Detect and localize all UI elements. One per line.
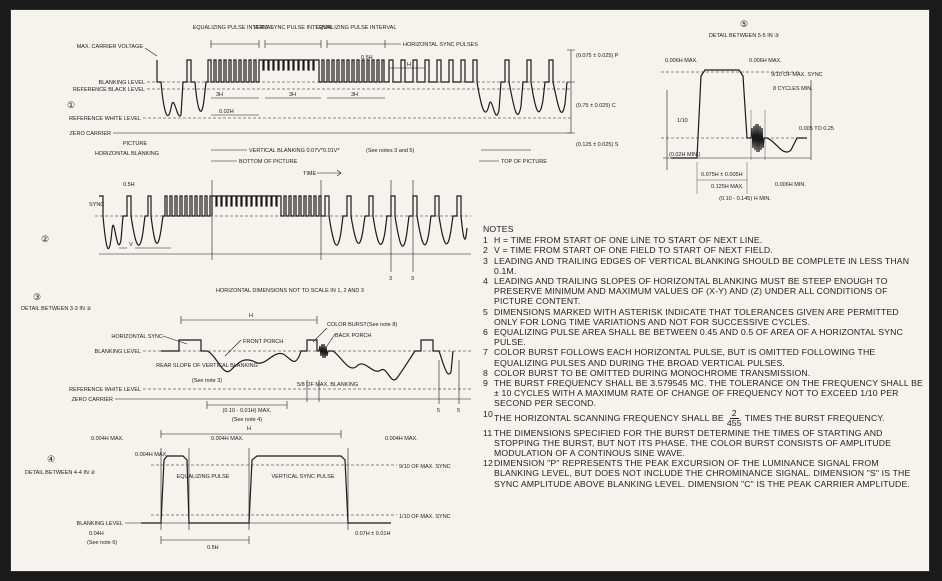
figure-4	[25, 426, 451, 551]
fig1-equalizing-interval-label: EQUALIZING PULSE INTERVAL	[192, 25, 274, 31]
notes-block	[483, 224, 923, 489]
figure-4-number: ④	[47, 454, 56, 464]
note-text: LEADING AND TRAILING EDGES OF VERTICAL BLANKING SHOULD BE COMPLETE IN LESS THAN 0.1M.	[494, 255, 910, 276]
fig5-dim-125: 1/10	[677, 118, 688, 124]
fig1-bottom-of-picture-label: BOTTOM OF PICTURE	[239, 159, 298, 165]
fig1-dim-s: (0.125 ± 0.025) S	[576, 142, 619, 148]
note-text	[494, 409, 923, 428]
figure-3	[21, 292, 471, 423]
note-number: 9	[483, 378, 488, 389]
note10-after: TIMES THE BURST FREQUENCY.	[744, 412, 885, 423]
figure-5	[661, 19, 834, 202]
fig2-marker-3b: 3	[411, 276, 415, 282]
fig4-tenth-label: 1/10 OF MAX. SYNC	[399, 514, 451, 520]
fig1-picture-label: PICTURE	[122, 141, 147, 147]
note-item	[483, 428, 923, 459]
fig1-horizontal-blanking-label: HORIZONTAL BLANKING	[94, 151, 159, 157]
fig1-dim-3h-c: 3H	[351, 92, 359, 98]
fig3-zero-carrier-label: ZERO CARRIER	[71, 397, 113, 403]
fig5-detail-label: DETAIL BETWEEN 5-5 IN ③	[708, 33, 780, 39]
fig1-dim-002h: 0.02H	[219, 109, 234, 115]
fig4-dim-05h: 0.5H	[207, 545, 219, 551]
fig1-dim-c: (0.75 ± 0.025) C	[576, 103, 616, 109]
note-item	[483, 235, 923, 245]
fig3-reference-white-label: REFERENCE WHITE LEVEL	[69, 387, 141, 393]
fig1-equalizing-interval-2-label: EQUALIZING PULSE INTERVAL	[315, 25, 397, 31]
fig4-dim-004h: 0.04H	[89, 531, 104, 537]
note-item	[483, 347, 923, 367]
note-text: EQUALIZING PULSE AREA SHALL BE BETWEEN 0.45 AND 0.5 OF AREA OF A HORIZONTAL SYNC PULSE.	[494, 327, 904, 348]
note-item	[483, 327, 923, 347]
fig5-dim-0075: 0.075H ± 0.005H	[701, 172, 743, 178]
fig2-horizontal-note: HORIZONTAL DIMENSIONS NOT TO SCALE IN 1, 2 AND 3	[216, 288, 364, 294]
fig3-dim-blanking: 5/8 OF MAX. BLANKING	[297, 382, 359, 388]
fig4-dim-004-c: 0.004H MAX.	[211, 436, 244, 442]
fig5-dim-006-right: 0.006H MAX.	[749, 58, 782, 64]
fig4-dim-004-a: 0.004H MAX.	[91, 436, 124, 442]
fig1-reference-white-label: REFERENCE WHITE LEVEL	[69, 116, 141, 122]
fig1-max-carrier-label: MAX. CARRIER VOLTAGE	[76, 44, 143, 50]
note-item	[483, 245, 923, 255]
fig2-sync-label: SYNC	[89, 202, 105, 208]
note-text: THE DIMENSIONS SPECIFIED FOR THE BURST DETERMINE THE TIMES OF STARTING AND STOPPING THE BURST, BUT NOT ITS PHASE. THE COLOR BURST CONSISTS OF AMPLITUDE MODULATION OF A CONTINOUS SINE WAVE.	[494, 427, 892, 459]
figure-3-number: ③	[33, 292, 42, 302]
fig3-marker-5b: 5	[457, 408, 461, 414]
fig5-ninety-sync-label: 9/10 OF MAX. SYNC	[771, 72, 823, 78]
fig3-horizontal-sync-label: HORIZONTAL SYNC	[111, 334, 163, 340]
note10-before: THE HORIZONTAL SCANNING FREQUENCY SHALL BE	[494, 412, 724, 423]
fig3-dim-h: H	[249, 313, 253, 319]
fig3-dim-010: (0.10 - 0.01H) MAX.	[222, 408, 272, 414]
fig3-blanking-level-label: BLANKING LEVEL	[94, 349, 141, 355]
fig4-vertical-sync-pulse-label: VERTICAL SYNC PULSE	[271, 474, 335, 480]
fig3-see-note-8-label: (See note 8)	[367, 322, 398, 328]
figure-2-number: ②	[41, 234, 50, 244]
fig1-horizontal-sync-pulses-label: HORIZONTAL SYNC PULSES	[403, 42, 478, 48]
note-text: COLOR BURST FOLLOWS EACH HORIZONTAL PULSE, BUT IS OMITTED FOLLOWING THE EQUALIZING PULSES AND DURING THE BROAD VERTICAL PULSES.	[494, 347, 876, 368]
note-number: 4	[483, 276, 488, 287]
fig4-see-note-6-label: (See note 6)	[87, 540, 118, 546]
fig3-back-porch-label: BACK PORCH	[335, 333, 372, 339]
note10-numerator: 2	[731, 407, 737, 418]
fig4-dim-h: H	[247, 426, 251, 432]
fig3-see-note-3-label: (See note 3)	[191, 378, 223, 384]
fig3-front-porch-label: FRONT PORCH	[243, 339, 284, 345]
fig4-detail-label: DETAIL BETWEEN 4-4 IN ②	[25, 470, 96, 476]
note-text: COLOR BURST TO BE OMITTED DURING MONOCHROME TRANSMISSION.	[494, 367, 811, 378]
fig4-equalizing-pulse-label: EQUALIZING PULSE	[176, 474, 230, 480]
note-number: 2	[483, 245, 488, 256]
note-number: 7	[483, 347, 488, 358]
note-item	[483, 276, 923, 307]
note-item	[483, 458, 923, 489]
drawing-sheet	[10, 9, 930, 572]
note-item	[483, 307, 923, 327]
fig4-dim-004-d: 0.004H MAX.	[385, 436, 418, 442]
note-item	[483, 378, 923, 409]
note-text: H = TIME FROM START OF ONE LINE TO START OF NEXT LINE.	[494, 235, 763, 246]
note10-fraction	[727, 409, 742, 428]
fig1-vertical-blanking-label: VERTICAL BLANKING 0.07V*0.01V*	[249, 148, 340, 154]
fig1-vert-sync-interval-label: VERT. SYNC PULSE INTERVAL	[253, 25, 333, 31]
fig1-see-notes-label: (See notes 3 and 5)	[366, 148, 415, 154]
note-number: 3	[483, 255, 488, 266]
fig2-dim-05h: 0.5H	[123, 182, 135, 188]
fig3-rear-slope-label: REAR SLOPE OF VERTICAL BLANKING	[156, 363, 258, 369]
fig1-time-label: TIME	[303, 171, 317, 177]
fig2-dim-v: V	[129, 242, 133, 248]
note-number: 1	[483, 235, 488, 246]
fig4-dim-004-b: 0.004H MAX.	[135, 452, 168, 458]
note-number: 12	[483, 458, 493, 469]
figure-2	[41, 180, 471, 294]
fig5-eight-cycles-label: 8 CYCLES MIN.	[773, 86, 813, 92]
notes-heading: NOTES	[483, 224, 514, 234]
fig5-dim-006-left: 0.006H MAX.	[665, 58, 698, 64]
figure-1	[67, 25, 619, 177]
fig3-see-note-4-label: (See note 4)	[231, 417, 263, 423]
note-text: LEADING AND TRAILING SLOPES OF HORIZONTAL BLANKING MUST BE STEEP ENOUGH TO PRESERVE MINIMUM AND MAXIMUM VALUES OF (X-Y) AND (Z) UNDER ALL CONDITIONS OF PICTURE CONTENT.	[494, 276, 888, 307]
fig3-detail-label: DETAIL BETWEEN 3-3 IN ②	[21, 306, 92, 312]
fig1-dim-p: (0.075 ± 0.025) P	[576, 53, 619, 59]
note-text: THE BURST FREQUENCY SHALL BE 3.579545 MC. THE TOLERANCE ON THE FREQUENCY SHALL BE ± 10 CYCLES WITH A MAXIMUM RATE OF CHANGE OF FREQUENCY NOT TO EXCEED 1/10 PER SECOND PER SECOND.	[494, 378, 923, 409]
fig1-dim-h: H	[407, 62, 411, 68]
figure-5-number: ⑤	[739, 19, 749, 29]
note-number: 6	[483, 327, 488, 338]
fig1-dim-3h-b: 3H	[289, 92, 297, 98]
fig5-dim-002h: (0.02H MIN.)	[669, 152, 701, 158]
note-text: V = TIME FROM START OF ONE FIELD TO START OF NEXT FIELD.	[494, 245, 773, 256]
fig1-dim-3h-a: 3H	[216, 92, 224, 98]
note-number: 10	[483, 408, 493, 419]
note-text: DIMENSIONS MARKED WITH ASTERISK INDICATE THAT TOLERANCES GIVEN ARE PERMITTED ONLY FOR LONG TIME VARIATIONS AND NOT FOR SUCCESSIVE CYCLES.	[494, 306, 899, 327]
fig4-dim-007: 0.07H ± 0.01H	[355, 531, 391, 537]
note-number: 5	[483, 306, 488, 317]
fig5-dim-0006h: 0.006H MIN.	[775, 182, 806, 188]
fig4-blanking-level-label: BLANKING LEVEL	[76, 521, 123, 527]
fig3-color-burst-label: COLOR BURST	[327, 322, 367, 328]
fig1-reference-black-label: REFERENCE BLACK LEVEL	[72, 87, 145, 93]
fig1-blanking-level-label: BLANKING LEVEL	[98, 80, 145, 86]
fig5-dim-min: (0.10 - 0.145) H MIN.	[719, 196, 771, 202]
fig1-dim-05h: 0.5H	[361, 55, 373, 61]
fig3-marker-5a: 5	[437, 408, 441, 414]
note-number: 11	[483, 427, 493, 438]
note-number: 8	[483, 367, 488, 378]
note10-denominator: 455	[726, 417, 742, 428]
fig2-marker-3a: 3	[389, 276, 393, 282]
fig4-ninety-pct-label: 9/10 OF MAX. SYNC	[399, 464, 451, 470]
fig1-zero-carrier-label: ZERO CARRIER	[69, 131, 111, 137]
note-item	[483, 256, 923, 276]
fig1-top-of-picture-label: TOP OF PICTURE	[501, 159, 547, 165]
note-item	[483, 368, 923, 378]
note-text: DIMENSION "P" REPRESENTS THE PEAK EXCURSION OF THE LUMINANCE SIGNAL FROM BLANKING LEVEL, BUT DOES NOT INCLUDE THE CHROMINANCE SIGNAL. DIMENSION "S" IS THE SYNC AMPLITUDE ABOVE BLANKING LEVEL. DIMENSION "C" IS THE PEAK CARRIER AMPLITUDE.	[494, 458, 911, 489]
fig5-dim-0125: 0.125H MAX.	[711, 184, 744, 190]
fig5-dim-0005: 0.005 TO 0.25	[799, 126, 834, 132]
figure-1-number: ①	[67, 100, 76, 110]
note-item-10	[483, 409, 923, 428]
